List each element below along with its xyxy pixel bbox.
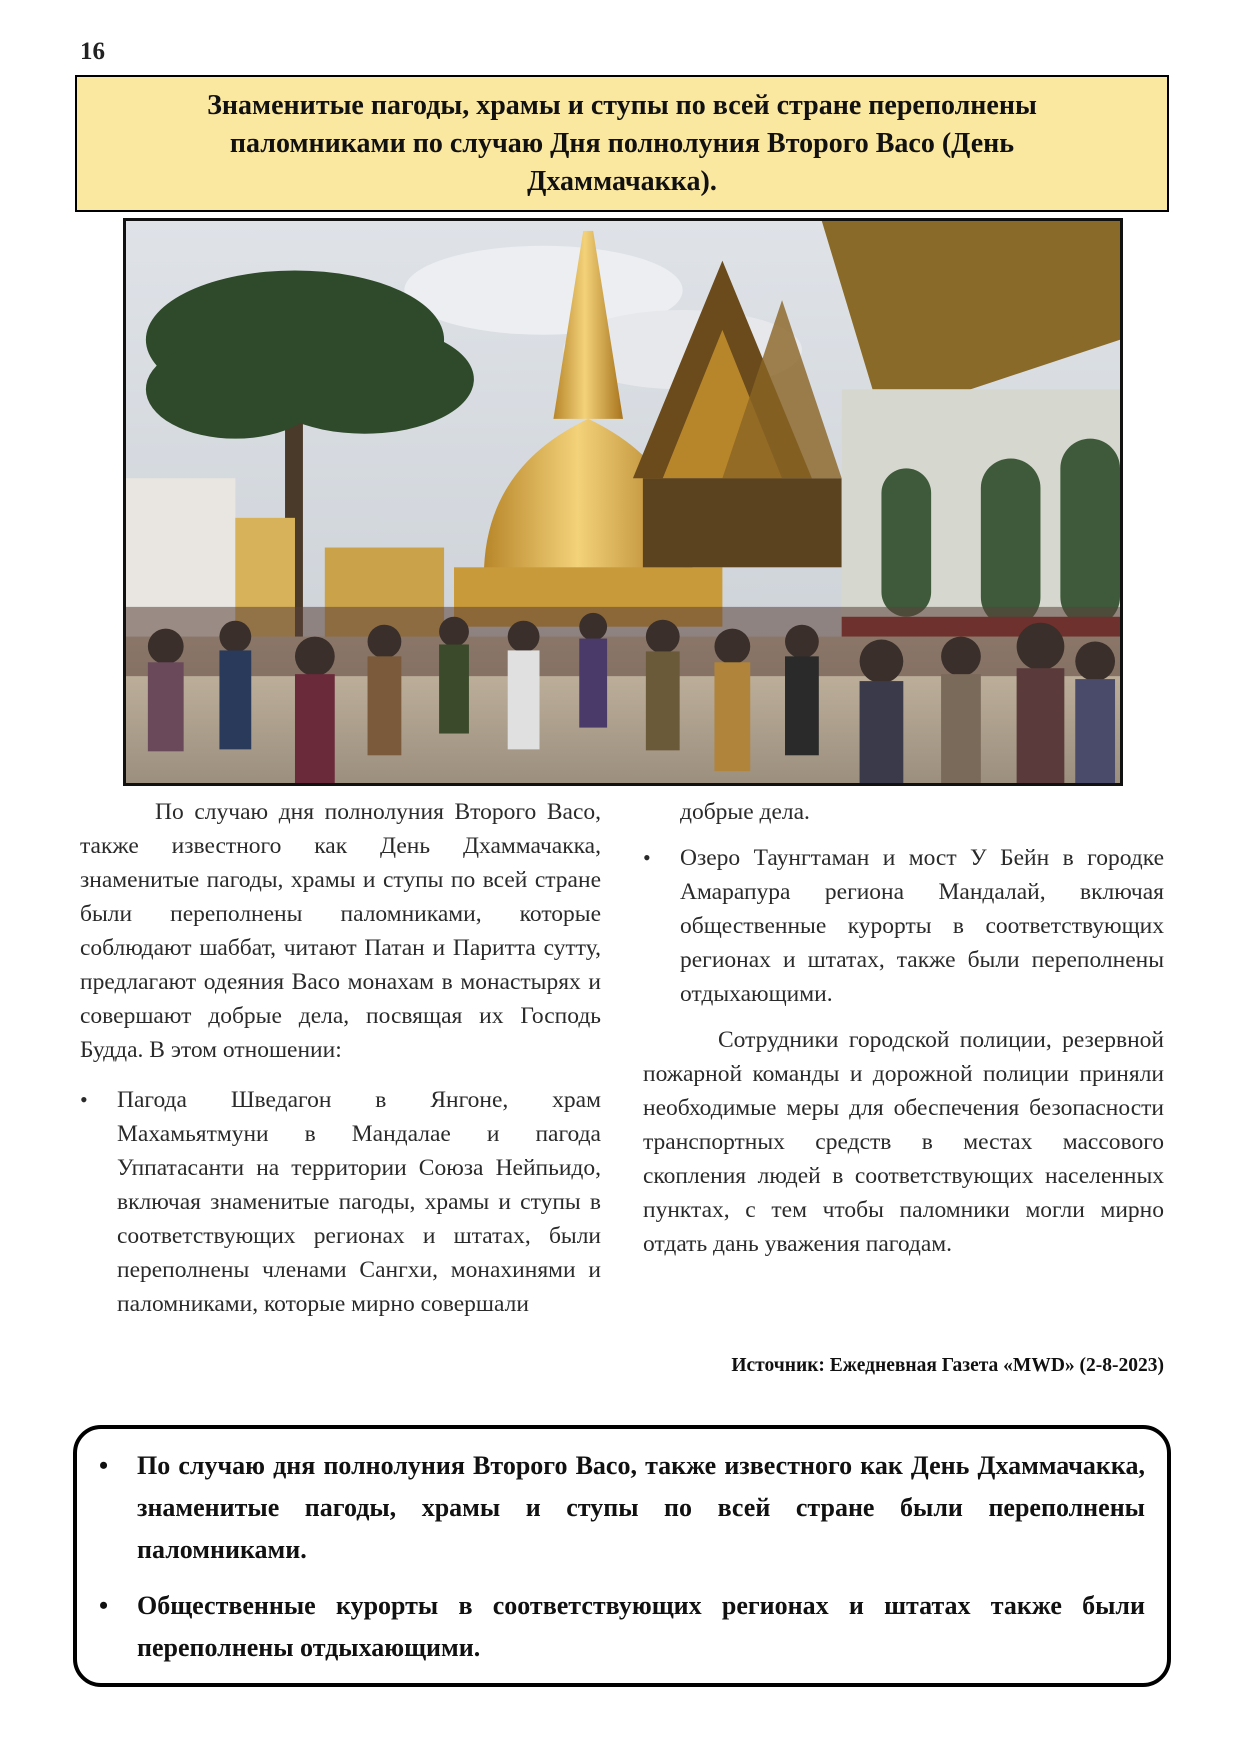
article-bullet-list-2 xyxy=(643,841,1164,1011)
summary-item: • Общественные курорты в соответствующих регионах и штатах также были переполнены отдыхающими. xyxy=(95,1585,1145,1669)
summary-list xyxy=(95,1445,1145,1669)
article-closing: Сотрудники городской полиции, резервной пожарной команды и дорожной полиции приняли необходимые меры для обеспечения безопасности транспортных средств в местах массового скопления людей в соответствующих населенных пунктах, с тем чтобы паломники могли мирно отдать дань уважения пагодам. xyxy=(643,1027,1164,1257)
article-bullet-2: • Озеро Таунгтаман и мост У Бейн в городке Амарапура региона Мандалай, включая общественные курорты в соответствующих регионах и штатах, также были переполнены отдыхающими. xyxy=(643,841,1164,1011)
pagoda-photo xyxy=(123,218,1123,786)
article-left-column xyxy=(80,795,601,1321)
title-banner xyxy=(75,75,1169,212)
article-bullet-list xyxy=(80,1083,601,1321)
article-bullet-1-continued: добрые дела. xyxy=(680,799,810,825)
article-bullet-1: • Пагода Шведагон в Янгоне, храм Махамьятмуни в Мандалае и пагода Уппатасанти на территории Союза Нейпьидо, включая знаменитые пагоды, храмы и ступы в соответствующих регионах и штатах, были переполнены членами Сангхи, монахинями и паломниками, которые мирно совершали xyxy=(80,1083,601,1321)
article-source: Источник: Ежедневная Газета «MWD» (2-8-2023) xyxy=(731,1355,1164,1376)
article-intro: По случаю дня полнолуния Второго Васо, также известного как День Дхаммачакка, знаменитые пагоды, храмы и ступы по всей стране были переполнены паломниками, которые соблюдают шаббат, читают Патан и Паритта сутту, предлагают одеяния Васо монахам в монастырях и совершают добрые дела, посвящая их Господь Будда. В этом отношении: xyxy=(80,799,601,1063)
summary-box xyxy=(73,1425,1171,1687)
article-right-column xyxy=(643,795,1164,1261)
pagoda-photo-icon xyxy=(126,221,1120,783)
page-number: 16 xyxy=(80,38,105,65)
summary-item: • По случаю дня полнолуния Второго Васо, также известного как День Дхаммачакка, знаменитые пагоды, храмы и ступы по всей стране были переполнены паломниками. xyxy=(95,1445,1145,1571)
page-title: Знаменитые пагоды, храмы и ступы по всей стране переполнены паломниками по случаю Дня полнолуния Второго Васо (День Дхаммачакка). xyxy=(207,89,1037,197)
